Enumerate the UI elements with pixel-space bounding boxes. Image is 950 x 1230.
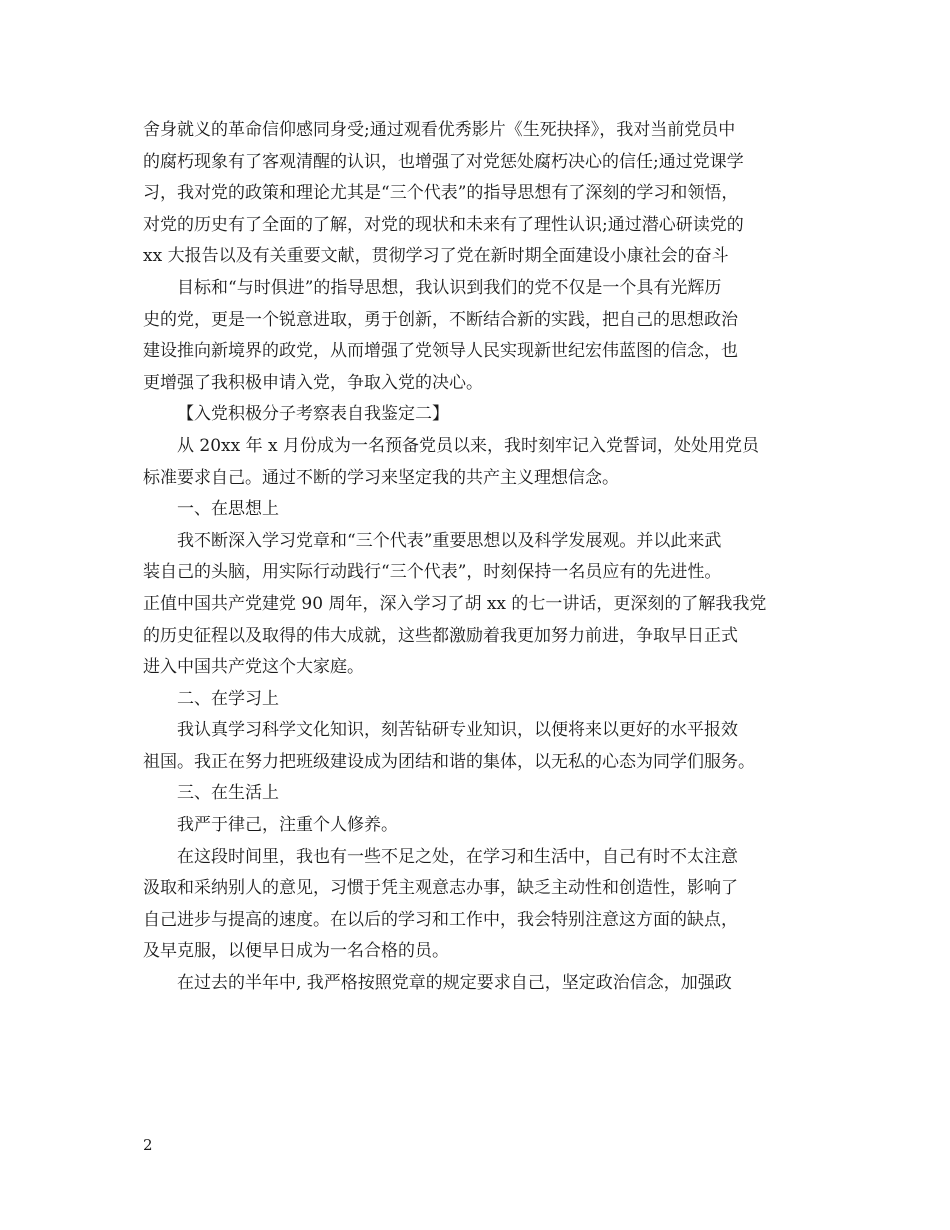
page-number: 2: [143, 1136, 153, 1154]
text-line: 一、在思想上: [177, 499, 279, 520]
text-line: 目标和“与时俱进”的指导思想，我认识到我们的党不仅是一个具有光辉历: [177, 277, 722, 298]
text-line: 祖国。我正在努力把班级建设成为团结和谐的集体，以无私的心态为同学们服务。: [143, 751, 755, 772]
text-line: 我认真学习科学文化知识，刻苦钻研专业知识，以便将来以更好的水平报效: [177, 720, 738, 741]
text-line: 舍身就义的革命信仰感同身受;通过观看优秀影片《生死抉择》，我对当前党员中: [143, 120, 736, 140]
text-line: 进入中国共产党这个大家庭。: [143, 657, 364, 678]
text-line: 自己进步与提高的速度。在以后的学习和工作中，我会特别注意这方面的缺点，: [143, 909, 738, 930]
text-line: 对党的历史有了全面的了解，对党的现状和未来有了理性认识;通过潜心研读党的: [143, 214, 744, 235]
text-line: 标准要求自己。通过不断的学习来坚定我的共产主义理想信念。: [143, 467, 619, 488]
text-line: 的腐朽现象有了客观清醒的认识，也增强了对党惩处腐朽决心的信任;通过党课学: [143, 151, 744, 172]
text-line: 史的党，更是一个锐意进取，勇于创新，不断结合新的实践，把自己的思想政治: [143, 309, 738, 330]
text-line: 及早克服，以便早日成为一名合格的员。: [143, 941, 449, 962]
text-line: 从 20xx 年 x 月份成为一名预备党员以来，我时刻牢记入党誓词，处处用党员: [177, 435, 760, 456]
text-line: 的历史征程以及取得的伟大成就，这些都激励着我更加努力前进，争取早日正式: [143, 625, 738, 646]
text-line: 我严于律己，注重个人修养。: [177, 815, 398, 836]
text-line: 更增强了我积极申请入党，争取入党的决心。: [143, 372, 483, 393]
text-line: 二、在学习上: [177, 688, 279, 709]
text-line: 汲取和采纳别人的意见，习惯于凭主观意志办事，缺乏主动性和创造性，影响了: [143, 878, 738, 899]
text-line: 【入党积极分子考察表自我鉴定二】: [177, 404, 449, 425]
text-line: 在过去的半年中, 我严格按照党章的规定要求自己，坚定政治信念，加强政: [177, 973, 732, 994]
text-line: 习，我对党的政策和理论尤其是“三个代表”的指导思想有了深刻的学习和领悟，: [143, 183, 739, 204]
text-line: 我不断深入学习党章和“三个代表”重要思想以及科学发展观。并以此来武: [177, 530, 722, 551]
text-line: 正值中国共产党建党 90 周年，深入学习了胡 xx 的七一讲话，更深刻的了解我我党: [143, 593, 767, 614]
text-line: 装自己的头脑，用实际行动践行“三个代表”，时刻保持一名员应有的先进性。: [143, 562, 722, 583]
text-line: 三、在生活上: [177, 783, 279, 804]
text-line: 在这段时间里，我也有一些不足之处，在学习和生活中，自己有时不太注意: [177, 846, 738, 867]
text-line: 建设推向新境界的政党，从而增强了党领导人民实现新世纪宏伟蓝图的信念，也: [143, 341, 738, 362]
document-body: [143, 115, 823, 1000]
text-line: xx 大报告以及有关重要文献，贯彻学习了党在新时期全面建设小康社会的奋斗: [143, 246, 729, 267]
